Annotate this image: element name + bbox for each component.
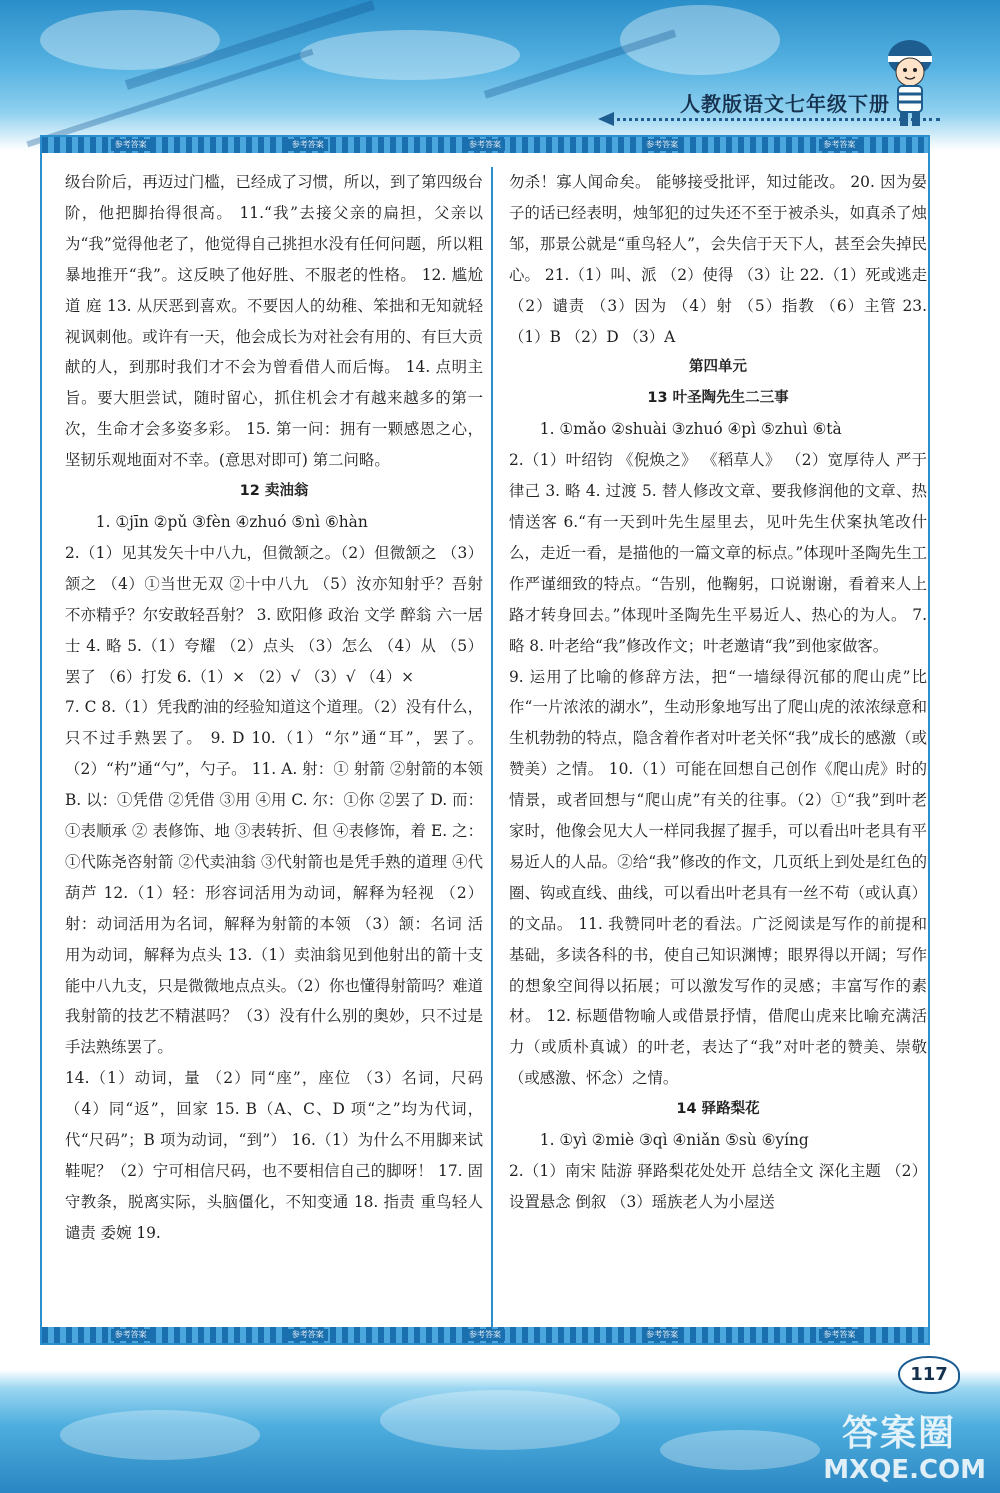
watermark-logo-text: 答案圈 xyxy=(841,1413,956,1454)
answer-paragraph: 1. ①yì ②miè ③qì ④niǎn ⑤sù ⑥yíng xyxy=(539,1131,809,1150)
section-heading: 13 叶圣陶先生二三事 xyxy=(647,390,789,407)
answer-paragraph: 1. ①jīn ②pǔ ③fèn ④zhuó ⑤nì ⑥hàn xyxy=(95,512,368,531)
answer-paragraph: 级台阶后，再迈过门槛，已经成了习惯，所以，到了第四级台阶，他把脚抬得很高。 11.“我”去接父亲的扁担，父亲以为“我”觉得他老了，他觉得自己挑担水没有任何问题，所以粗暴地推开“我”。这反映了他好胜、不服老的性格。 12. 尴尬 道 庭 13. 从厌恶到喜欢。不要因人的幼稚、笨拙和无知就轻视讽刺他。或许有一天，他会成长为对社会有用的、有巨大贡献的人，到那时我们才不会为曾看借人而后悔。 14. 点明主旨。要大胆尝试，随时留心，抓住机会才有越来越多的第一次，生命才会多姿多彩。 15. 第一问：拥有一颗感恩之心，坚韧乐观地面对不幸。(意思对即可) 第二问略。 xyxy=(65,173,483,470)
strip-label: 参考答案 xyxy=(642,139,682,151)
watermark xyxy=(786,1405,986,1485)
answer-paragraph: 14.（1）动词，量 （2）同“座”，座位 （3）名词，尺码 （4）同“返”，回家 15. B（A、C、D 项“之”均为代词，代“尺码”；B 项为动词，“到”） 16.（1）为什么不用脚来试鞋呢？（2）宁可相信尺码，也不要相信自己的脚呀！ 17. 固守教条，脱离实际，头脑僵化，不知变通 18. 指责 重鸟轻人 谴责 委婉 19. xyxy=(65,1069,483,1242)
strip-label: 参考答案 xyxy=(288,1329,328,1341)
answer-paragraph: 7. C 8.（1）凭我酌油的经验知道这个道理。（2）没有什么，只不过手熟罢了。 9. D 10.（1）“尔”通“耳”，罢了。（2）“杓”通“勺”，勺子。 11. A. 射：① 射箭 ②射箭的本领 B. 以：①凭借 ②凭借 ③用 ④用 C. 尔：①你 ②罢了 D. 而：①表顺承 ② 表修饰、地 ③表转折、但 ④表修饰，着 E. 之：①代陈尧咨射箭 ②代卖油翁 ③代射箭也是凭手熟的道理 ④代葫芦 12.（1）轻：形容词活用为动词，解释为轻视 （2）射：动词活用为名词，解释为射箭的本领 （3）颔：名词 活用为动词，解释为点头 13.（1）卖油翁见到他射出的箭十支能中八九支，只是微微地点点头。（2）你也懂得射箭吗？难道我射箭的技艺不精湛吗？（3）没有什么别的奥妙，只不过是手法熟练罢了。 xyxy=(65,698,483,1057)
strip-label: 参考答案 xyxy=(465,139,505,151)
top-banner xyxy=(0,0,1000,150)
top-decor-strip xyxy=(42,137,928,153)
answer-paragraph: 勿杀！寡人闻命矣。 能够接受批评，知过能改。 20. 因为晏子的话已经表明，烛邹犯的过失还不至于被杀头，如真杀了烛邹，那景公就是“重鸟轻人”，会失信于天下人，甚至会失掉民心。 21.（1）叫、派 （2）使得 （3）让 22.（1）死或逃走 （2）谴责 （3）因为 （4）射 （5）指教 （6）主管 23.（1）B （2）D （3）A xyxy=(509,173,927,346)
strip-label: 参考答案 xyxy=(288,139,328,151)
answer-frame xyxy=(40,135,930,1345)
answer-paragraph: 2.（1）南宋 陆游 驿路梨花处处开 总结全文 深化主题 （2）设置悬念 倒叙 （3）瑶族老人为小屋送 xyxy=(509,1162,927,1211)
section-heading: 12 卖油翁 xyxy=(239,483,309,500)
answer-paragraph: 2.（1）叶绍钧 《倪焕之》 《稻草人》 （2）宽厚待人 严于律己 3. 略 4. 过渡 5. 替人修改文章、要我修润他的文章、热情送客 6.“有一天到叶先生屋里去，见叶先生伏案执笔改什么，走近一看，是描他的一篇文章的标点。”体现叶圣陶先生工作严谨细致的特点。“告别，他鞠躬，口说谢谢，看着来人上路才转身回去。”体现叶圣陶先生平易近人、热心的为人。 7. 略 8. 叶老给“我”修改作文；叶老邀请“我”到他家做客。 xyxy=(509,451,927,655)
page-number: 117 xyxy=(898,1356,960,1394)
left-column xyxy=(65,167,483,1337)
book-title: 人教版语文七年级下册 xyxy=(680,92,890,116)
strip-label: 参考答案 xyxy=(465,1329,505,1341)
strip-label: 参考答案 xyxy=(111,139,151,151)
answer-paragraph: 1. ①mǎo ②shuài ③zhuó ④pì ⑤zhuì ⑥tà xyxy=(539,420,842,439)
strip-label: 参考答案 xyxy=(819,1329,859,1341)
unit-heading: 第四单元 xyxy=(689,359,747,376)
answer-paragraph: 2.（1）见其发矢十中八九，但微颔之。（2）但微颔之 （3）颔之 （4）①当世无双 ②十中八九 （5）汝亦知射乎？吾射不亦精乎？尔安敢轻吾射？ 3. 欧阳修 政治 文学 醉翁 六一居士 4. 略 5.（1）夸耀 （2）点头 （3）怎么 （4）从 （5）罢了 （6）打发 6.（1）× （2）√ （3）√ （4）× xyxy=(65,543,483,686)
bottom-decor-strip xyxy=(42,1327,928,1343)
strip-label: 参考答案 xyxy=(111,1329,151,1341)
answer-paragraph: 9. 运用了比喻的修辞方法，把“一墙绿得沉郁的爬山虎”比作“一片浓浓的湖水”，生动形象地写出了爬山虎的浓浓绿意和生机勃勃的特点，隐含着作者对叶老关怀“我”成长的感激（或赞美）之情。 10.（1）可能在回想自己创作《爬山虎》时的情景，或者回想与“爬山虎”有关的往事。（2）①“我”到叶老家时，他像会见大人一样同我握了握手，可以看出叶老具有平易近人的人品。②给“我”修改的作文，几页纸上到处是红色的圈、钩或直线、曲线，可以看出叶老具有一丝不苟（或认真）的文品。 11. 我赞同叶老的看法。广泛阅读是写作的前提和基础，多读各科的书，使自己知识渊博；眼界得以开阔；写作的想象空间得以拓展；可以激发写作的灵感；丰富写作的素材。 12. 标题借物喻人或借景抒情，借爬山虎来比喻充满活力（或质朴真诚）的叶老，表达了“我”对叶老的赞美、崇敬（或感激、怀念）之情。 xyxy=(509,667,927,1088)
bottom-banner xyxy=(0,1370,1000,1493)
strip-label: 参考答案 xyxy=(819,139,859,151)
section-heading: 14 驿路梨花 xyxy=(676,1101,760,1118)
watermark-url: MXQE.COM xyxy=(823,1455,986,1485)
strip-label: 参考答案 xyxy=(642,1329,682,1341)
header-dotted-line xyxy=(610,118,940,121)
right-column xyxy=(509,167,927,1337)
column-divider xyxy=(491,167,493,1337)
